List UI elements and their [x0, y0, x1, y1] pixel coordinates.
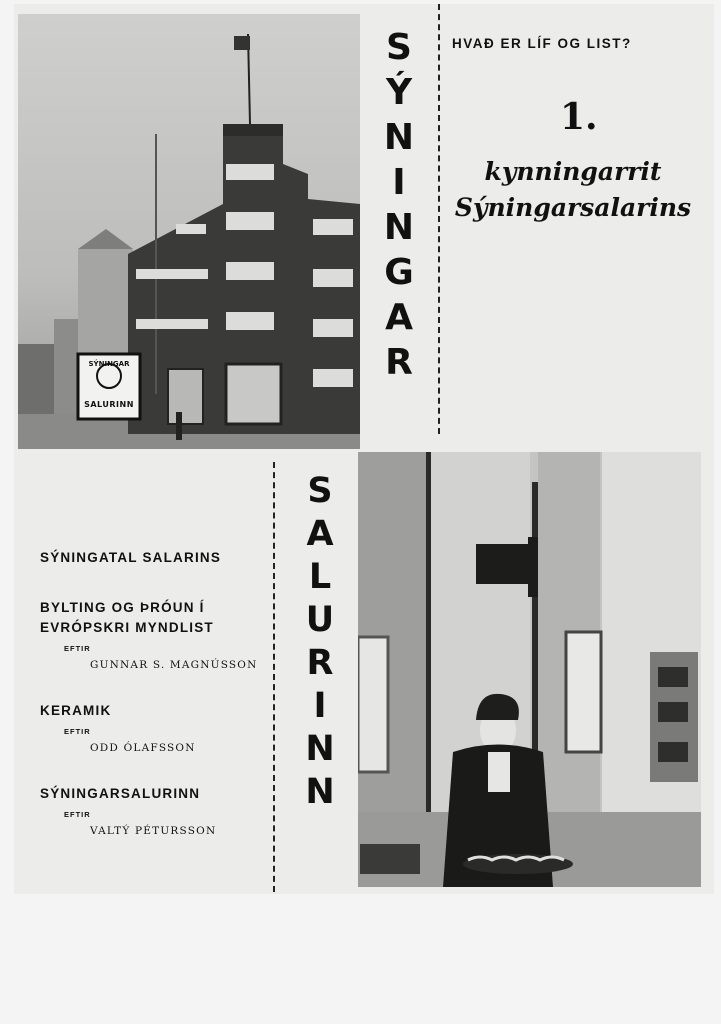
toc-title: SÝNINGARSALURINN [40, 786, 201, 801]
toc-item [40, 701, 270, 754]
vt-bottom-3: U [305, 600, 335, 640]
subtitle-line-2: Sýningarsalarins [454, 193, 692, 222]
toc-item [40, 548, 270, 568]
vt-bottom-1: A [306, 514, 334, 554]
vt-top-0: S [386, 27, 412, 68]
toc-author: VALTÝ PÉTURSSON [90, 825, 217, 837]
vt-top-6: A [385, 297, 413, 338]
gallery-photo [358, 452, 701, 887]
building-illustration [18, 14, 360, 449]
toc-by: EFTIR [64, 810, 91, 819]
subtitle-line-1: kynningarrit [484, 157, 662, 186]
header-question: HVAÐ ER LÍF OG LIST? [452, 36, 632, 51]
vt-bottom-6: N [305, 729, 335, 769]
sign-text-top: SÝNINGAR [88, 360, 130, 368]
vt-top-1: Ý [385, 72, 413, 113]
issue-number: 1. [560, 96, 598, 138]
sign-text-bottom: SALURINN [84, 400, 134, 409]
vt-top-3: I [392, 162, 406, 203]
toc-title: SÝNINGATAL SALARINS [40, 550, 222, 565]
subtitle [448, 154, 698, 226]
vt-bottom-5: I [313, 686, 327, 726]
table-of-contents [40, 548, 270, 867]
toc-item [40, 598, 270, 671]
building-photo [18, 14, 360, 449]
vt-bottom-7: N [305, 772, 335, 812]
dashed-divider-top [438, 4, 440, 434]
toc-by: EFTIR [64, 727, 91, 736]
vt-top-2: N [383, 117, 415, 158]
vt-top-7: R [385, 342, 413, 383]
vt-top-4: N [383, 207, 415, 248]
vertical-title-salurinn [295, 471, 345, 812]
vertical-title-syningar [374, 27, 424, 383]
dashed-divider-bottom [273, 462, 275, 892]
vt-bottom-0: S [307, 471, 333, 511]
vt-bottom-4: R [306, 643, 334, 683]
gallery-illustration [358, 452, 701, 887]
toc-author: GUNNAR S. MAGNÚSSON [90, 659, 258, 671]
vt-bottom-2: L [308, 557, 332, 597]
toc-item [40, 784, 270, 837]
toc-title: KERAMIK [40, 703, 112, 718]
toc-author: ODD ÓLAFSSON [90, 742, 196, 754]
toc-by: EFTIR [64, 644, 91, 653]
toc-title: BYLTING OG ÞRÓUN Í EVRÓPSKRI MYNDLIST [40, 600, 214, 635]
vt-top-5: G [384, 252, 414, 293]
